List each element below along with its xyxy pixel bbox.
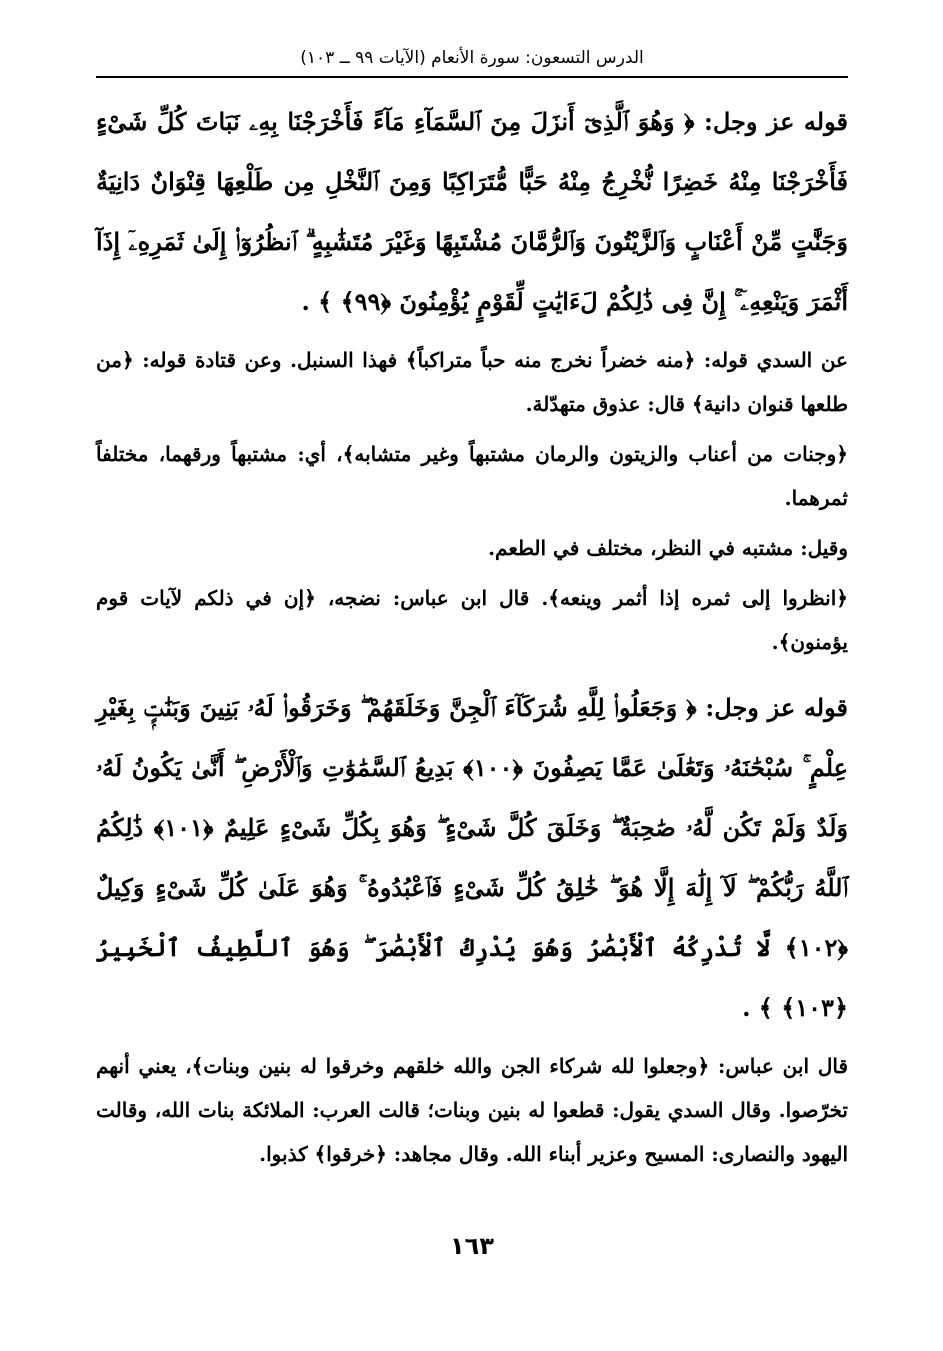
commentary-suddi-qatada: عن السدي قوله: ﴿منه خضراً نخرج منه حباً متراكباً﴾ فهذا السنبل. وعن قتادة قوله: ﴿من طلعها قنوان دانية﴾ قال: عذوق متهدّلة. (96, 348, 848, 416)
verse-passage-99: قوله عز وجل: ﴿ وَهُوَ ٱلَّذِىٓ أَنزَلَ مِنَ ٱلسَّمَآءِ مَآءً فَأَخْرَجْنَا بِهِۦ نَبَاتَ كُلِّ شَىْءٍ فَأَخْرَجْنَا مِنْهُ خَضِرًا نُّخْرِجُ مِنْهُ حَبًّا مُّتَرَاكِبًا وَمِنَ ٱلنَّخْلِ مِن طَلْعِهَا قِنْوَانٌ دَانِيَةٌ وَجَنَّٰتٍ مِّنْ أَعْنَابٍ وَٱلزَّيْتُونَ وَٱلرُّمَّانَ مُشْتَبِهًا وَغَيْرَ مُتَشَٰبِهٍ ۗ ٱنظُرُوٓا۟ إِلَىٰ ثَمَرِهِۦٓ إِذَآ أَثْمَرَ وَيَنْعِهِۦٓ ۚ إِنَّ فِى ذَٰلِكُمْ لَءَايَٰتٍ لِّقَوْمٍ يُؤْمِنُونَ ﴿٩٩﴾ ﴾ . (96, 107, 848, 316)
running-head: الدرس التسعون: سورة الأنعام (الآيات ٩٩ ــ ١٠٣) (300, 48, 644, 68)
header-rule (96, 76, 848, 78)
commentary-ibn-abbas-jinn: قال ابن عباس: ﴿وجعلوا لله شركاء الجن والله خلقهم وخرقوا له بنين وبنات﴾، يعني أنهم تخرّصوا. وقال السدي يقول: قطعوا له بنين وبنات؛ قالت العرب: الملائكة بنات الله، وقالت اليهود والنصارى: المسيح وعزير أبناء الله. وقال مجاهد: ﴿خرقوا﴾ كذبوا. (96, 1054, 848, 1166)
commentary-gardens: ﴿وجنات من أعناب والزيتون والرمان مشتبهاً وغير متشابه﴾، أي: مشتبهاً ورقهما، مختلفاً ثمرهما. (96, 442, 848, 510)
book-page (96, 42, 848, 1312)
page-number: ١٦٣ (450, 1232, 494, 1260)
commentary-said: وقيل: مشتبه في النظر، مختلف في الطعم. (488, 536, 848, 560)
commentary-ibn-abbas-fruit: ﴿انظروا إلى ثمره إذا أثمر وينعه﴾. قال ابن عباس: نضجه، ﴿إن في ذلكم لآيات قوم يؤمنون﴾. (96, 586, 848, 654)
verse-passage-100-103: قوله عز وجل: ﴿ وَجَعَلُوا۟ لِلَّهِ شُرَكَآءَ ٱلْجِنَّ وَخَلَقَهُمْ ۖ وَخَرَقُوا۟ لَهُۥ بَنِينَ وَبَنَٰتٍۭ بِغَيْرِ عِلْمٍ ۚ سُبْحَٰنَهُۥ وَتَعَٰلَىٰ عَمَّا يَصِفُونَ ﴿١٠٠﴾ بَدِيعُ ٱلسَّمَٰوَٰتِ وَٱلْأَرْضِ ۖ أَنَّىٰ يَكُونُ لَهُۥ وَلَدٌ وَلَمْ تَكُن لَّهُۥ صَٰحِبَةٌ ۖ وَخَلَقَ كُلَّ شَىْءٍ ۖ وَهُوَ بِكُلِّ شَىْءٍ عَلِيمٌ ﴿١٠١﴾ ذَٰلِكُمُ ٱللَّهُ رَبُّكُمْ ۖ لَآ إِلَٰهَ إِلَّا هُوَ ۖ خَٰلِقُ كُلِّ شَىْءٍ فَٱعْبُدُوهُ ۚ وَهُوَ عَلَىٰ كُلِّ شَىْءٍ وَكِيلٌ ﴿١٠٢﴾ لَّا تُدْرِكُهُ ٱلْأَبْصَٰرُ وَهُوَ يُدْرِكُ ٱلْأَبْصَٰرَ ۖ وَهُوَ ٱللَّطِيفُ ٱلْخَبِيرُ ﴿١٠٣﴾ ﴾ . (96, 693, 849, 1022)
